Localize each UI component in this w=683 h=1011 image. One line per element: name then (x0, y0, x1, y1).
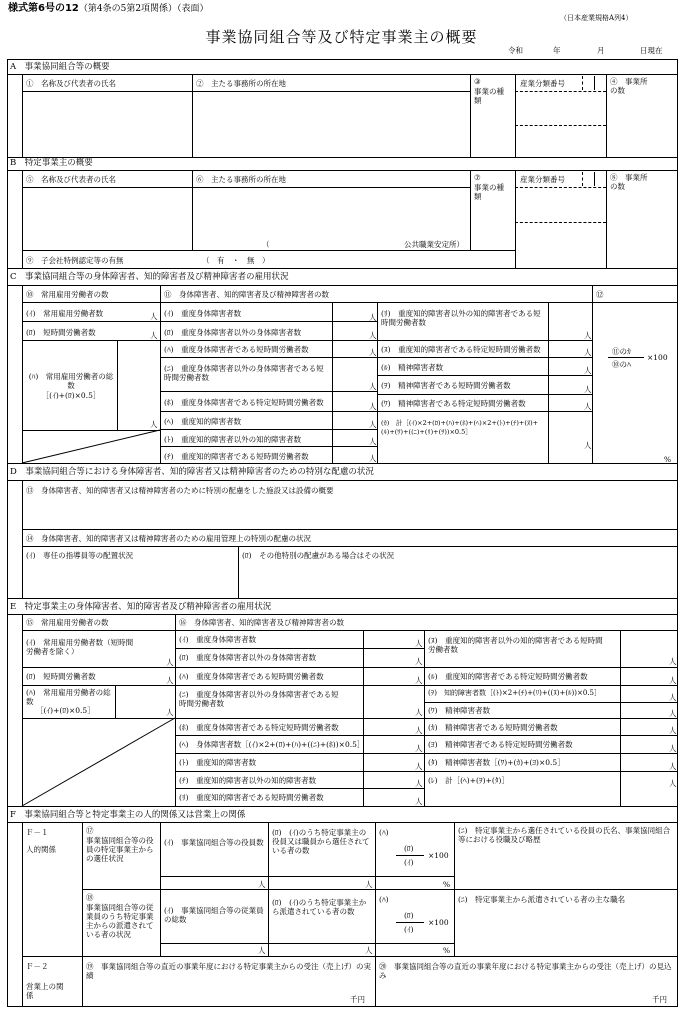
unit: 人 (415, 708, 423, 717)
frac-mul: ×100 (428, 851, 449, 860)
a-business-label: 事業の種類 (474, 87, 504, 105)
e-regular-workers-label: ⑮ 常用雇用労働者の数 (26, 618, 109, 627)
f1-sub: 人的関係 (26, 845, 56, 854)
c-col1-4: (ﾎ) 重度身体障害者である特定短時間労働者数 (164, 398, 324, 407)
unit: 千円 (350, 995, 365, 1004)
f17-ro: (ﾛ) (ｲ)のうち特定事業主の役員又は職員から選任されている者の数 (272, 828, 370, 855)
c-col2-0: (ﾘ) 重度知的障害者以外の知的障害者である短時間労働者数 (381, 309, 541, 327)
unit: 人 (369, 437, 377, 446)
unit: 人 (584, 366, 592, 375)
c-col1-7: (ﾁ) 重度知的障害者である短時間労働者数 (164, 452, 309, 461)
unit: 千円 (652, 995, 667, 1004)
unit: 人 (166, 676, 174, 685)
e-ro-label: (ﾛ) 短時間労働者数 (26, 672, 96, 681)
unit: 人 (369, 402, 377, 411)
unit: 人 (669, 693, 677, 702)
b-industry-code-label: 産業分類番号 (520, 175, 565, 184)
f17-i: (ｲ) 事業協同組合等の役員数 (164, 838, 264, 847)
section-b-heading: B 特定事業主の概要 (10, 158, 93, 168)
f2-label: Ｆ－２ (26, 962, 49, 971)
unit: % (443, 880, 451, 889)
f17-num: ⑰ (86, 826, 94, 835)
d-other-input[interactable] (239, 562, 677, 597)
unit: 人 (258, 880, 266, 889)
section-a-heading: A 事業協同組合等の概要 (10, 62, 110, 72)
d-instructor-label: (ｲ) 専任の指導員等の配置状況 (26, 551, 134, 560)
unit: 人 (415, 639, 423, 648)
f19-label: ⑲ 事業協同組合等の直近の事業年度における特定事業主からの受注（売上げ）の実績 (86, 962, 371, 980)
f18-ha: (ﾊ) (379, 895, 389, 904)
c-col1-5: (ﾍ) 重度知的障害者数 (164, 417, 242, 426)
f1-label: Ｆ－１ (26, 828, 49, 837)
unit: 人 (415, 726, 423, 735)
e-ha-label: (ﾊ) 常用雇用労働者の総数 (26, 688, 111, 706)
e-col1-6: (ﾄ) 重度知的障害者数 (179, 758, 257, 767)
b-address-label: ⑥ 主たる事務所の所在地 (196, 175, 286, 184)
unit: 人 (669, 709, 677, 718)
e-disabled-count-label: ⑯ 身体障害者、知的障害者及び精神障害者の数 (179, 618, 344, 627)
f17-ni: (ﾆ) 特定事業主から選任されている役員の氏名、事業協同組合等における役職及び略歴 (458, 826, 671, 844)
d-other-label: (ﾛ) その他特別の配慮がある場合はその状況 (242, 551, 395, 560)
unit: 人 (669, 744, 677, 753)
c-ha-formula: ［(ｲ)+(ﾛ)×0.5］ (41, 391, 101, 400)
d-facility-input[interactable] (23, 497, 677, 527)
c-col2-1: (ﾇ) 重度知的障害者である特定短時間労働者数 (381, 345, 541, 354)
unit: 人 (584, 385, 592, 394)
c-ro-label: (ﾛ) 短時間労働者数 (26, 328, 96, 337)
unit: 人 (415, 779, 423, 788)
c-col2-4: (ﾜ) 精神障害者である特定短時間労働者数 (381, 399, 526, 408)
unit: 人 (584, 441, 592, 450)
f2-sub: 営業上の関係 (26, 982, 64, 1000)
c-col1-1: (ﾛ) 重度身体障害者以外の身体障害者数 (164, 328, 302, 337)
b-office-paren: （ (262, 240, 270, 249)
b-business-num: ⑦ (474, 173, 481, 182)
c-ratio-bottom: ⑩のﾊ (612, 360, 631, 369)
unit: 人 (415, 762, 423, 771)
b-subsidiary-label: ⑨ 子会社特例認定等の有無 (26, 256, 124, 265)
frac-bottom: (ｲ) (404, 858, 414, 867)
unit: 人 (369, 313, 377, 322)
e-i-label: (ｲ) 常用雇用労働者数（短時間労働者を除く） (26, 638, 134, 656)
e-col2-7: (ﾚ) 計［(ﾍ)+(ｦ)+(ﾀ)］ (428, 776, 509, 785)
d-instructor-input[interactable] (23, 562, 237, 597)
c-ratio-top: ⑪のｶ (612, 347, 631, 356)
unit: 人 (669, 676, 677, 685)
a-office-count-label: ④ 事業所の数 (610, 77, 648, 95)
unit: 人 (150, 331, 158, 340)
e-col2-5: (ﾖ) 精神障害者である特定短時間労働者数 (428, 740, 573, 749)
e-col1-8: (ﾘ) 重度知的障害者である短時間労働者数 (179, 793, 324, 802)
e-col2-0: (ﾇ) 重度知的障害者以外の知的障害者である短時間労働者数 (428, 636, 603, 654)
unit: 人 (415, 676, 423, 685)
b-office-count-label: ⑧ 事業所の数 (610, 173, 648, 191)
c-col1-3: (ﾆ) 重度身体障害者以外の身体障害者である短時間労働者数 (164, 364, 324, 382)
e-col2-2: (ｦ) 知的障害者数［(ﾄ)×2+(ﾁ)+(ﾘ)+((ﾇ)+(ﾙ))×0.5］ (428, 689, 602, 697)
unit: 人 (584, 331, 592, 340)
e-col1-5: (ﾍ) 身体障害者数［(ｲ)×2+(ﾛ)+(ﾊ)+((ﾆ)+(ﾎ))×0.5］ (179, 740, 365, 749)
frac-top: (ﾛ) (404, 844, 414, 853)
unit: 人 (150, 312, 158, 321)
unit: 人 (258, 946, 266, 955)
paper-size-note: （日本産業規格A列4） (560, 14, 633, 22)
unit: 人 (669, 779, 677, 788)
a-business-num: ③ (474, 77, 481, 86)
unit: 人 (369, 348, 377, 357)
e-col2-4: (ｶ) 精神障害者である短時間労働者数 (428, 723, 558, 732)
c-disabled-count-label: ⑪ 身体障害者、知的障害者及び精神障害者の数 (164, 290, 329, 299)
e-col1-7: (ﾁ) 重度知的障害者以外の知的障害者数 (179, 776, 317, 785)
frac-top: (ﾛ) (404, 911, 414, 920)
section-d-heading: D 事業協同組合等における身体障害者、知的障害者又は精神障害者のための特別な配慮の状況 (10, 467, 374, 477)
date-day: 日現在 (640, 46, 663, 55)
b-business-label: 事業の種類 (474, 183, 504, 201)
unit: 人 (369, 420, 377, 429)
c-col2-3: (ｦ) 精神障害者である短時間労働者数 (381, 381, 511, 390)
e-col1-0: (ｲ) 重度身体障害者数 (179, 635, 257, 644)
unit: 人 (415, 744, 423, 753)
section-c-heading: C 事業協同組合等の身体障害者、知的障害者及び精神障害者の雇用状況 (10, 272, 289, 282)
unit: 人 (365, 946, 373, 955)
date-month: 月 (597, 46, 605, 55)
e-ha-formula: ［(ｲ)+(ﾛ)×0.5］ (36, 706, 95, 715)
unit: 人 (584, 402, 592, 411)
f18-ro: (ﾛ) (ｲ)のうち特定事業主から派遣されている者の数 (272, 898, 367, 916)
a-address-input[interactable] (193, 92, 469, 156)
unit: 人 (365, 880, 373, 889)
a-address-label: ② 主たる事務所の所在地 (196, 79, 286, 88)
e-col2-6: (ﾀ) 精神障害者数［(ﾜ)+(ｶ)+(ﾖ)×0.5］ (428, 758, 565, 767)
d-facility-label: ⑬ 身体障害者、知的障害者又は精神障害者のために特別の配慮をした施設又は設備の概要 (26, 486, 334, 495)
unit: 人 (669, 762, 677, 771)
unit: 人 (166, 708, 174, 717)
unit: 人 (415, 797, 423, 806)
e-col1-3: (ﾆ) 重度身体障害者以外の身体障害者である短時間労働者数 (179, 690, 339, 708)
c-col1-2: (ﾊ) 重度身体障害者である短時間労働者数 (164, 345, 309, 354)
section-f-heading: F 事業協同組合等と特定事業主の人的関係又は営業上の関係 (10, 810, 246, 820)
frac-mul: ×100 (428, 918, 449, 927)
unit: 人 (584, 348, 592, 357)
unit: % (443, 946, 451, 955)
e-col1-4: (ﾎ) 重度身体障害者である特定短時間労働者数 (179, 723, 339, 732)
f17-text: 事業協同組合等の役員の特定事業主からの選任状況 (86, 836, 154, 863)
f17-ha: (ﾊ) (379, 828, 389, 837)
c-col2-5: (ｶ) 計［(ｲ)×2+(ﾛ)+(ﾊ)+(ﾎ)+(ﾍ)×2+(ﾄ)+(ﾁ)+(ﾇ)+(ﾙ)+(ﾜ)+((ﾆ)+(ﾘ)+(ｦ))×0.5］ (381, 419, 539, 436)
f20-label: ⑳ 事業協同組合等の直近の事業年度における特定事業主からの受注（売上げ）の見込み (379, 962, 672, 980)
unit: 人 (669, 726, 677, 735)
f18-ni: (ﾆ) 特定事業主から派遣されている者の主な職名 (458, 895, 626, 904)
b-name-label: ⑤ 名称及び代表者の氏名 (26, 175, 116, 184)
e-col2-1: (ﾙ) 重度知的障害者である特定短時間労働者数 (428, 672, 588, 681)
c-percent-unit: % (664, 455, 672, 464)
c-rate-label: ⑫ (596, 290, 604, 299)
f18-i: (ｲ) 事業協同組合等の従業員の総数 (164, 906, 264, 924)
unit: 人 (166, 658, 174, 667)
c-ratio-mul: ×100 (647, 353, 668, 362)
section-e-heading: E 特定事業主の身体障害者、知的障害者及び精神障害者の雇用状況 (10, 602, 272, 612)
d-management-label: ⑭ 身体障害者、知的障害者又は精神障害者のための雇用管理上の特別の配慮の状況 (26, 534, 311, 543)
c-col2-2: (ﾙ) 精神障害者数 (381, 363, 444, 372)
c-col1-6: (ﾄ) 重度知的障害者以外の知的障害者数 (164, 435, 302, 444)
a-industry-code-label: 産業分類番号 (520, 79, 565, 88)
a-name-label: ① 名称及び代表者の氏名 (26, 79, 116, 88)
unit: 人 (669, 657, 677, 666)
f18-text: 事業協同組合等の従業員のうち特定事業主からの派遣されている者の状況 (86, 903, 154, 939)
c-col1-0: (ｲ) 重度身体障害者数 (164, 309, 242, 318)
unit: 人 (369, 331, 377, 340)
c-regular-workers-label: ⑩ 常用雇用労働者の数 (26, 290, 109, 299)
unit: 人 (150, 420, 158, 429)
c-i-label: (ｲ) 常用雇用労働者数 (26, 309, 104, 318)
e-col2-3: (ﾜ) 精神障害者数 (428, 706, 491, 715)
form-frame (7, 59, 678, 1007)
b-employment-office: 公共職業安定所） (404, 240, 464, 249)
page-title: 事業協同組合等及び特定事業主の概要 (205, 28, 478, 46)
date-year: 年 (553, 46, 561, 55)
c-ha-label: (ﾊ) 常用雇用労働者の総数 (28, 372, 114, 390)
a-name-input[interactable] (23, 92, 191, 156)
f18-num: ⑱ (86, 893, 94, 902)
b-subsidiary-options[interactable]: （ 有 ・ 無 ） (202, 256, 270, 265)
unit: 人 (415, 657, 423, 666)
form-number: 様式第6号の12（第4条の5第2項関係）（表面） (8, 3, 209, 14)
e-col1-2: (ﾊ) 重度身体障害者である短時間労働者数 (179, 672, 324, 681)
unit: 人 (369, 454, 377, 463)
date-era: 令和 (508, 46, 523, 55)
e-col1-1: (ﾛ) 重度身体障害者以外の身体障害者数 (179, 653, 317, 662)
unit: 人 (369, 382, 377, 391)
frac-bottom: (ｲ) (404, 925, 414, 934)
